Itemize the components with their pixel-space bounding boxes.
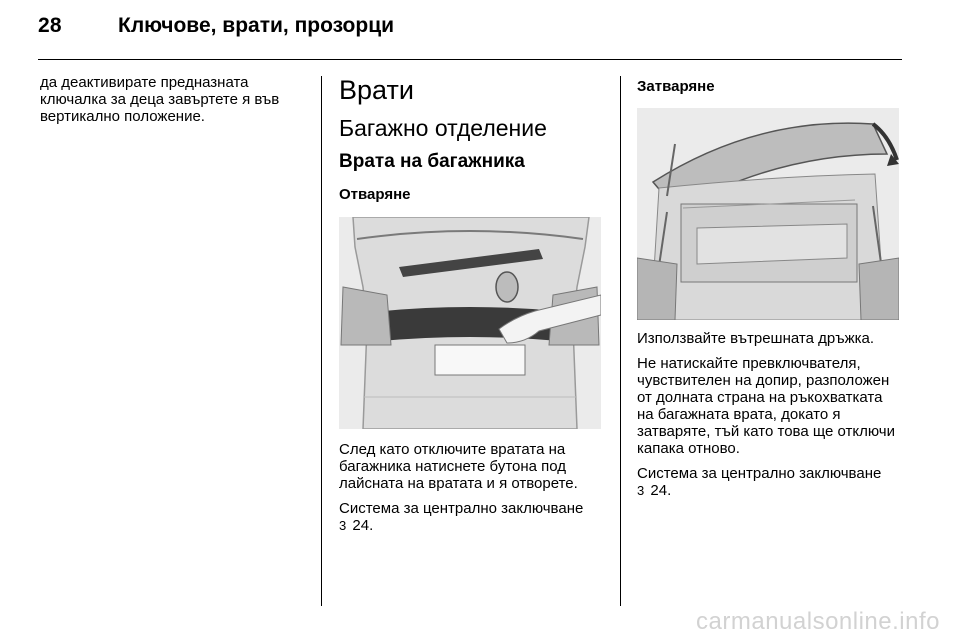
central-locking-label: Система за централно заключване <box>339 500 584 517</box>
column-3 <box>637 74 902 507</box>
watermark: carmanualsonline.info <box>696 608 940 635</box>
central-locking-reference <box>339 500 607 534</box>
chapter-title: Ключове, врати, прозорци <box>118 14 395 37</box>
closing-instruction: Използвайте вътрешната дръжка. <box>637 330 875 347</box>
page-reference-number-2: 24. <box>650 482 672 499</box>
header-rule <box>38 59 902 60</box>
page-reference-number: 24. <box>352 517 374 534</box>
central-locking-reference-2 <box>637 465 902 499</box>
section-title: Врати <box>339 75 414 105</box>
column-2 <box>339 74 607 542</box>
col1-paragraph: да деактивирате предназната ключалка за деца завъртете я във вертикално положение. <box>40 74 280 125</box>
section-heading: Багажно отделение <box>339 115 547 141</box>
closing-warning: Не натискайте превключвателя, чувствителен на допир, разположен от долната страна на ръкохватката на багажната врата, докато я затваряте, тъй като това ще отключи капака отново. <box>637 355 896 457</box>
column-1 <box>40 74 310 133</box>
page-number: 28 <box>38 14 62 37</box>
tailgate-opening-illustration <box>339 217 601 429</box>
column-divider-1 <box>321 76 322 606</box>
opening-instructions: След като отключите вратата на багажника натиснете бутона под лайсната на вратата и я отворете. <box>339 441 578 492</box>
tailgate-closing-illustration <box>637 108 899 320</box>
closing-heading: Затваряне <box>637 78 715 95</box>
page-reference-arrow-icon: 3 <box>339 518 347 533</box>
opening-heading: Отваряне <box>339 186 411 203</box>
subsection-heading: Врата на багажника <box>339 151 525 172</box>
page-reference-arrow-icon-2: 3 <box>637 483 645 498</box>
central-locking-label-2: Система за централно заключване <box>637 465 882 482</box>
column-divider-2 <box>620 76 621 606</box>
